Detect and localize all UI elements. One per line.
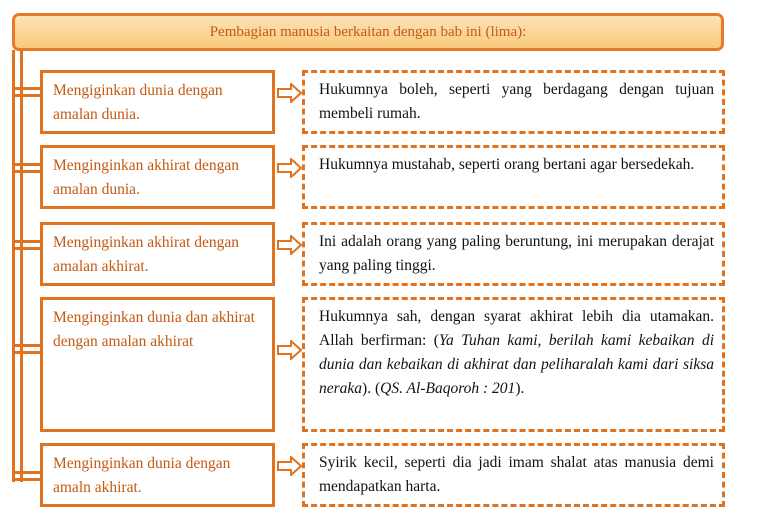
category-text-5: Menginginkan dunia dengan amaln akhirat. <box>53 455 231 496</box>
description-text-1: Hukumnya boleh, seperti yang berdagang dengan tujuan membeli rumah. <box>319 81 714 122</box>
description-box-1 <box>302 70 725 134</box>
category-box-2 <box>40 145 275 209</box>
header-title: Pembagian manusia berkaitan dengan bab ini (lima): <box>12 13 724 51</box>
description-text-2: Hukumnya mustahab, seperti orang bertani agar bersedekah. <box>319 156 695 173</box>
description-box-5 <box>302 443 725 507</box>
verse-reference: QS. Al-Baqoroh : 201 <box>380 380 516 397</box>
arrow-4 <box>277 340 302 360</box>
description-box-4 <box>302 297 725 432</box>
category-box-5 <box>40 443 275 507</box>
category-text-4: Menginginkan dunia dan akhirat dengan amalan akhirat <box>53 309 255 350</box>
connector-branch-4 <box>12 344 40 354</box>
connector-branch-2 <box>12 163 40 173</box>
description-box-3 <box>302 222 725 286</box>
arrow-1 <box>277 83 302 103</box>
connector-branch-5 <box>12 471 40 481</box>
category-text-2: Menginginkan akhirat dengan amalan dunia. <box>53 157 239 198</box>
description-text-5: Syirik kecil, seperti dia jadi imam shalat atas manusia demi mendapatkan harta. <box>319 454 714 495</box>
category-text-3: Menginginkan akhirat dengan amalan akhirat. <box>53 234 239 275</box>
connector-spine-outer <box>12 50 15 482</box>
category-box-1 <box>40 70 275 134</box>
arrow-3 <box>277 235 302 255</box>
connector-branch-3 <box>12 240 40 250</box>
description-text-4b: ). ( <box>362 380 381 397</box>
description-text-4a: Hukumnya sah, dengan syarat akhirat lebih dia utamakan. Allah berfirman: ( <box>319 308 714 349</box>
arrow-5 <box>277 456 302 476</box>
arrow-2 <box>277 158 302 178</box>
category-text-1: Mengiginkan dunia dengan amalan dunia. <box>53 82 223 123</box>
connector-branch-1 <box>12 87 40 97</box>
category-box-4 <box>40 297 275 432</box>
description-text-4c: ). <box>515 380 525 397</box>
description-text-3: Ini adalah orang yang paling beruntung, ini merupakan derajat yang paling tinggi. <box>319 233 714 274</box>
description-box-2 <box>302 145 725 209</box>
category-box-3 <box>40 222 275 286</box>
connector-spine-inner <box>20 50 23 482</box>
quote-text: Ya Tuhan kami, berilah kami kebaikan di dunia dan kebaikan di akhirat dan peliharalah kami dari siksa neraka <box>319 332 715 397</box>
